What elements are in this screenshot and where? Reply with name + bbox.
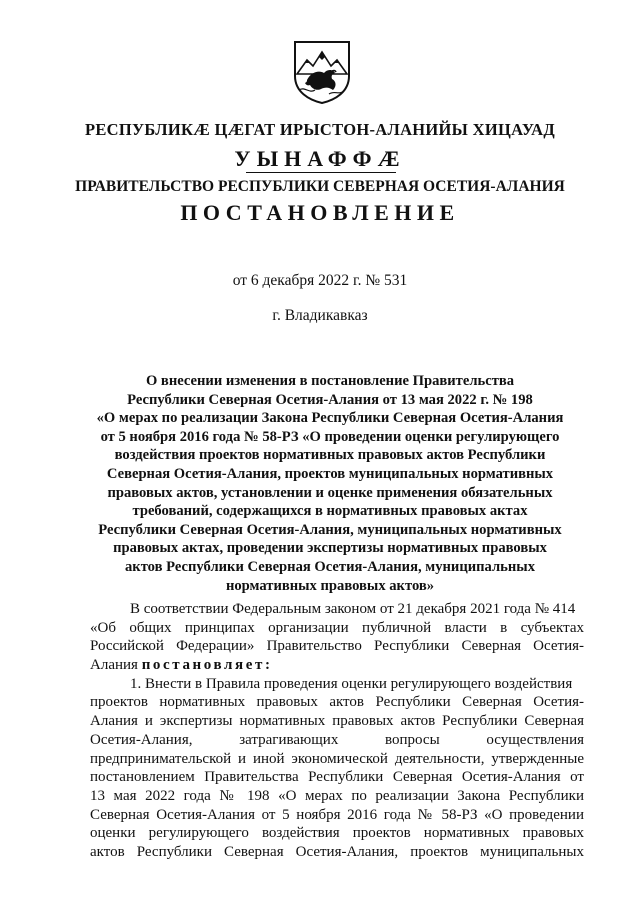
document-title [80,372,580,595]
title-line: правовых актах, проведении экспертизы нормативных правовых [113,540,547,557]
title-line: актов Республики Северная Осетия-Алания, муниципальных [125,558,535,575]
preamble-line: Алания [90,657,138,674]
title-line: воздействия проектов нормативных правовых актов Республики [114,447,546,464]
document-body [90,600,584,862]
title-line: Северная Осетия-Алания, проектов муниципальных нормативных [106,465,554,482]
title-line: «О мерах по реализации Закона Республики Северная Осетия-Алания [96,410,564,427]
preamble-line: В соответствии Федеральным законом от 21 декабря 2021 года № 414 [130,601,576,617]
title-line: Республики Северная Осетия-Алания от 13 мая 2022 г. № 198 [127,391,533,408]
item-line: оценки регулирующего воздействия проектов нормативных правовых [90,825,584,842]
doc-type-russian: ПОСТАНОВЛЕНИЕ [180,200,460,225]
title-line: требований, содержащихся в нормативных правовых актах [132,503,528,520]
date-number: от 6 декабря 2022 г. № 531 [232,272,408,289]
item-line: 1. Внести в Правила проведения оценки регулирующего воздействия [130,675,573,692]
item-line: Северная Осетия-Алания от 5 ноября 2016 года № 58-РЗ «О проведении [90,806,584,823]
item-line: 13 мая 2022 года № 198 «О мерах по реализации Закона Республики [90,787,584,804]
item-line: проектов нормативных правовых актов Республики Северная Осетия- [90,694,584,711]
preamble-line: «Об общих принципах организации публичной власти в субъектах [90,619,584,636]
title-line: О внесении изменения в постановление Правительства [145,373,515,389]
preamble-line: Российской Федерации» Правительство Республики Северная Осетия- [90,638,584,655]
title-line: нормативных правовых актов» [225,577,435,594]
doc-type-underline [246,172,396,173]
resolves-word: постановляет: [141,657,273,674]
header-russian: ПРАВИТЕЛЬСТВО РЕСПУБЛИКИ СЕВЕРНАЯ ОСЕТИЯ-АЛАНИЯ [75,178,565,195]
item-line: постановлением Правительства Республики Северная Осетия-Алания от [90,769,584,786]
item-line: актов Республики Северная Осетия-Алания, проектов муниципальных [90,843,584,860]
item-line: предпринимательской и иной экономической деятельности, утвержденные [90,750,584,767]
title-line: от 5 ноября 2016 года № 58-РЗ «О проведении оценки регулирующего [100,428,560,445]
city: г. Владикавказ [272,307,368,324]
coat-of-arms-emblem [291,40,353,104]
item-line: Осетия-Алания, затрагивающих вопросы осуществления [90,731,584,748]
doc-type-ossetian: УЫНАФФӔ [234,146,406,171]
item-line: Алания и экспертизы нормативных правовых актов Республики Северная [90,713,584,730]
title-line: правовых актов, установлении и оценке применения обязательных [107,484,553,501]
title-line: Республики Северная Осетия-Алания, муниципальных нормативных [98,521,562,538]
preamble-last-line [90,656,584,675]
header-ossetian: РЕСПУБЛИКӔ ЦӔГАТ ИРЫСТОН-АЛАНИЙЫ ХИЦАУАД [84,120,555,139]
